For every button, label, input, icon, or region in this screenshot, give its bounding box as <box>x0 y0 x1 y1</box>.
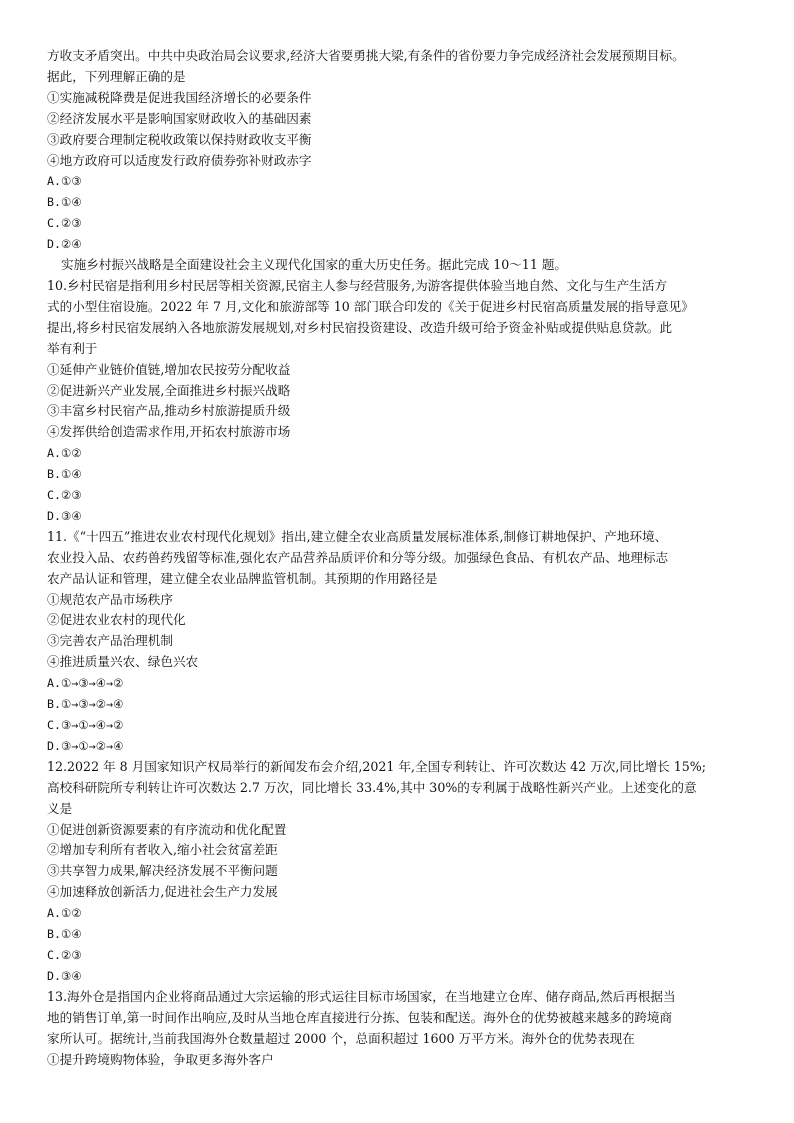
statement-item: ③政府要合理制定税收政策以保持财政收支平衡 <box>47 131 312 147</box>
question-stem: 农产品认证和管理，建立健全农业品牌监管机制。其预期的作用路径是 <box>47 570 438 586</box>
answer-option-d: D.②④ <box>47 237 82 252</box>
question-stem: 举有利于 <box>47 340 98 356</box>
answer-option-b: B.①④ <box>47 467 82 482</box>
statement-item: ②促进农业农村的现代化 <box>47 612 186 628</box>
answer-option-d: D.③④ <box>47 508 82 523</box>
question-stem: 13.海外仓是指国内企业将商品通过大宗运输的形式运往目标市场国家，在当地建立仓库、储存商品,然后再根据当 <box>47 988 676 1004</box>
statement-item: ①促进创新资源要素的有序流动和优化配置 <box>47 821 287 837</box>
statement-item: ④发挥供给创造需求作用,开拓农村旅游市场 <box>47 424 291 440</box>
statement-item: ①提升跨境购物体验，争取更多海外客户 <box>47 1051 274 1067</box>
statement-item: ②增加专利所有者收入,缩小社会贫富差距 <box>47 842 278 858</box>
exam-page <box>47 46 759 1070</box>
statement-item: ③完善农产品治理机制 <box>47 633 173 649</box>
question-stem: 义是 <box>47 800 73 816</box>
question-11 <box>47 527 759 757</box>
answer-option-a: A.①③ <box>47 174 82 189</box>
question-9-continuation <box>47 46 759 255</box>
statement-item: ④加速释放创新活力,促进社会生产力发展 <box>47 884 278 900</box>
answer-option-a: A.①→③→④→② <box>47 676 124 691</box>
text-line: 方收支矛盾突出。中共中央政治局会议要求,经济大省要勇挑大梁,有条件的省份要力争完成经济社会发展预期目标。 <box>47 48 685 63</box>
answer-option-b: B.①→③→②→④ <box>47 697 124 712</box>
statement-item: ①延伸产业链价值链,增加农民按劳分配收益 <box>47 361 291 377</box>
statement-item: ④地方政府可以适度发行政府债券弥补财政赤字 <box>47 152 312 168</box>
answer-option-a: A.①② <box>47 446 82 461</box>
answer-option-d: D.③→①→②→④ <box>47 738 124 753</box>
statement-item: ③共享智力成果,解决经济发展不平衡问题 <box>47 863 278 879</box>
question-stem: 12.2022 年 8 月国家知识产权局举行的新闻发布会介绍,2021 年,全国专利转让、许可次数达 42 万次,同比增长 15%; <box>47 758 706 774</box>
answer-option-c: C.②③ <box>47 947 82 962</box>
question-10 <box>47 276 759 527</box>
question-stem: 地的销售订单,第一时间作出响应,及时从当地仓库直接进行分拣、包装和配送。海外仓的优势被越来越多的跨境商 <box>47 1009 673 1025</box>
statement-item: ③丰富乡村民宿产品,推动乡村旅游提质升级 <box>47 403 291 419</box>
statement-item: ②经济发展水平是影响国家财政收入的基础因素 <box>47 110 312 126</box>
question-stem: 10.乡村民宿是指利用乡村民居等相关资源,民宿主人参与经营服务,为游客提供体验当地自然、文化与生产生活方 <box>47 277 667 293</box>
question-12 <box>47 757 759 987</box>
answer-option-c: C.②③ <box>47 216 82 231</box>
statement-item: ④推进质量兴农、绿色兴农 <box>47 654 199 670</box>
statement-item: ②促进新兴产业发展,全面推进乡村振兴战略 <box>47 382 291 398</box>
question-stem: 式的小型住宿设施。2022 年 7 月,文化和旅游部等 10 部门联合印发的《关于促进乡村民宿高质量发展的指导意见》 <box>47 298 694 314</box>
shared-passage-intro: 实施乡村振兴战略是全面建设社会主义现代化国家的重大历史任务。据此完成 10～11 题。 <box>61 257 568 273</box>
statement-item: ①实施减税降费是促进我国经济增长的必要条件 <box>47 89 312 105</box>
question-stem: 11.《“十四五”推进农业农村现代化规划》指出,建立健全农业高质量发展标准体系,制修订耕地保护、产地环境、 <box>47 528 668 544</box>
answer-option-d: D.③④ <box>47 968 82 983</box>
question-stem: 农业投入品、农药兽药残留等标准,强化农产品营养品质评价和分等分级。加强绿色食品、有机农产品、地理标志 <box>47 549 669 565</box>
answer-option-c: C.②③ <box>47 488 82 503</box>
question-13 <box>47 987 759 1071</box>
question-stem: 家所认可。据统计,当前我国海外仓数量超过 2000 个，总面积超过 1600 万平方米。海外仓的优势表现在 <box>47 1030 635 1046</box>
answer-option-a: A.①② <box>47 906 82 921</box>
question-stem: 提出,将乡村民宿发展纳入各地旅游发展规划,对乡村民宿投资建设、改造升级可给予资金补贴或提供贴息贷款。此 <box>47 319 673 335</box>
answer-option-c: C.③→①→④→② <box>47 718 124 732</box>
statement-item: ①规范农产品市场秩序 <box>47 591 173 607</box>
answer-option-b: B.①④ <box>47 927 82 942</box>
answer-option-b: B.①④ <box>47 195 82 210</box>
question-stem: 高校科研院所专利转让许可次数达 2.7 万次，同比增长 33.4%,其中 30%的专利属于战略性新兴产业。上述变化的意 <box>47 779 697 795</box>
question-stem: 据此，下列理解正确的是 <box>47 68 186 84</box>
